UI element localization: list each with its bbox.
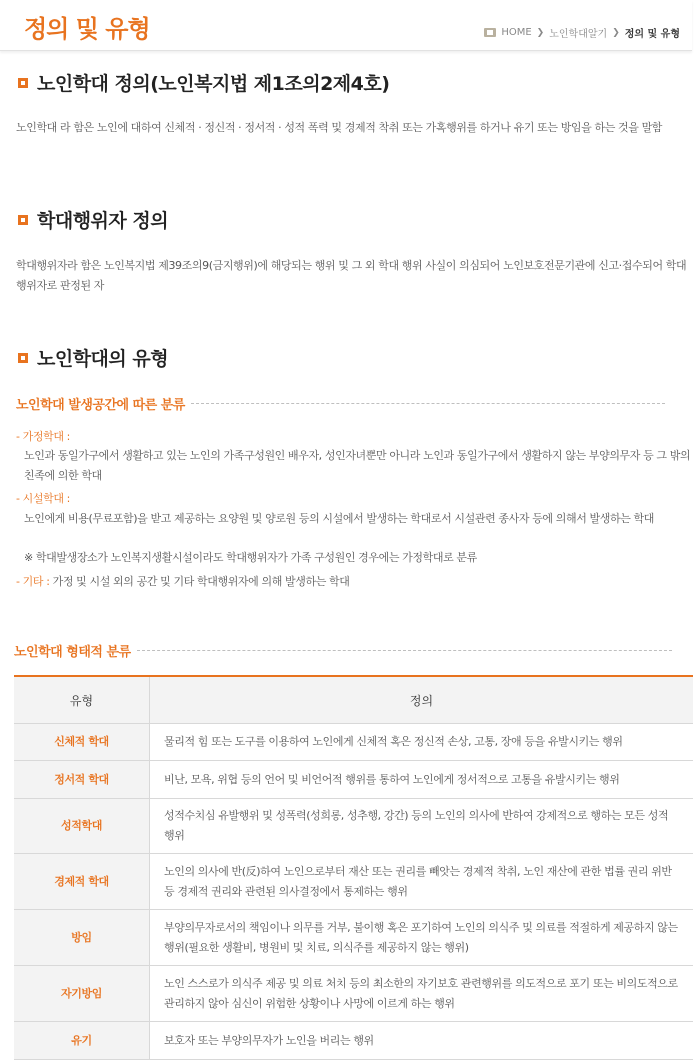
section-heading-text: 노인학대 정의(노인복지법 제1조의2제4호) (37, 73, 390, 95)
abuse-type-table (14, 675, 693, 1060)
abuse-definition-cell: 물리적 힘 또는 도구를 이용하여 노인에게 신체적 혹은 정신적 손상, 고통, 장애 등을 유발시키는 행위 (150, 724, 694, 761)
chevron-right-icon: ❯ (536, 27, 545, 38)
subheading-text: 노인학대 발생공간에 따른 분류 (16, 398, 185, 413)
section-heading-text: 학대행위자 정의 (37, 210, 169, 232)
abuse-type-cell: 성적학대 (14, 799, 150, 854)
table-row (14, 1022, 693, 1060)
page-title: 정의 및 유형 (24, 15, 150, 43)
abuse-type-cell: 신체적 학대 (14, 724, 150, 761)
page-header (0, 0, 692, 51)
home-abuse-label-text: - 가정학대 : (16, 430, 70, 443)
home-icon (484, 28, 496, 37)
breadcrumb (484, 25, 680, 40)
table-header-row (14, 676, 693, 724)
home-abuse-text: 노인과 동일가구에서 생활하고 있는 노인의 가족구성원인 배우자, 성인자녀뿐만 아니라 노인과 동일가구에서 생활하지 않는 부양의무자 등 그 밖의 친족에 의한 학대 (24, 449, 691, 482)
table-row (14, 761, 693, 799)
table-row (14, 966, 693, 1022)
table-row (14, 910, 693, 966)
facility-abuse-text: 노인에게 비용(무료포함)을 받고 제공하는 요양원 및 양로원 등의 시설에서 발생하는 학대로서 시설관련 종사자 등에 의해서 발생하는 학대 (24, 512, 654, 525)
square-bullet-icon (18, 353, 28, 363)
home-abuse-label (16, 427, 692, 447)
abuse-definition-cell: 보호자 또는 부양의무자가 노인을 버리는 행위 (150, 1022, 694, 1060)
perpetrator-text: 학대행위자라 함은 노인복지법 제39조의9(금지행위)에 해당되는 행위 및 그 외 학대 행위 사실이 의심되어 노인보호전문기관에 신고·접수되어 학대행위자로 판정된 자 (16, 259, 687, 292)
other-abuse-label: - 기타 : (16, 575, 50, 588)
abuse-definition-cell: 노인 스스로가 의식주 제공 및 의료 처치 등의 최소한의 자기보호 관련행위를 의도적으로 포기 또는 비의도적으로 관리하지 않아 심신이 위험한 상황이나 사망에 이르게 하는 행위 (150, 966, 694, 1022)
column-header-definition: 정의 (150, 676, 694, 724)
square-bullet-icon (18, 215, 28, 225)
abuse-type-cell: 방임 (14, 910, 150, 966)
abuse-type-cell: 자기방임 (14, 966, 150, 1022)
abuse-type-cell: 유기 (14, 1022, 150, 1060)
section-heading-text: 노인학대의 유형 (37, 348, 169, 370)
facility-abuse-note: ※ 학대발생장소가 노인복지생활시설이라도 학대행위자가 가족 구성원인 경우에는 가정학대로 분류 (24, 551, 477, 564)
abuse-type-cell: 정서적 학대 (14, 761, 150, 799)
section-heading-definition (16, 69, 389, 96)
dashed-divider (191, 403, 665, 404)
table-row (14, 799, 693, 854)
breadcrumb-level1[interactable]: 노인학대알기 (549, 29, 608, 40)
breadcrumb-home[interactable]: HOME (501, 27, 532, 38)
facility-abuse-label-text: - 시설학대 : (16, 492, 70, 505)
table-row (14, 854, 693, 910)
table-row (14, 724, 693, 761)
dashed-divider (137, 650, 672, 651)
square-bullet-icon (18, 78, 28, 88)
breadcrumb-current: 정의 및 유형 (624, 29, 680, 40)
facility-abuse-label (16, 489, 692, 509)
abuse-definition-cell: 부양의무자로서의 책임이나 의무를 거부, 불이행 혹은 포기하여 노인의 의식주 및 의료를 적절하게 제공하지 않는 행위(필요한 생활비, 병원비 및 치료, 의식주를 제공하지 않는 행위) (150, 910, 694, 966)
chevron-right-icon: ❯ (612, 27, 620, 38)
other-abuse-item (16, 572, 692, 592)
subheading-text: 노인학대 형태적 분류 (14, 645, 131, 660)
subheading-by-form (14, 641, 672, 660)
abuse-definition-cell: 성적수치심 유발행위 및 성폭력(성희롱, 성추행, 강간) 등의 노인의 의사에 반하여 강제적으로 행하는 모든 성적 행위 (150, 799, 694, 854)
definition-text: 노인학대 라 함은 노인에 대하여 신체적 · 정신적 · 정서적 · 성적 폭력 및 경제적 착취 또는 가혹행위를 하거나 유기 또는 방임을 하는 것을 말함 (16, 121, 663, 134)
other-abuse-text: 가정 및 시설 외의 공간 및 기타 학대행위자에 의해 발생하는 학대 (49, 575, 350, 588)
abuse-definition-cell: 비난, 모욕, 위협 등의 언어 및 비언어적 행위를 통하여 노인에게 정서적으로 고통을 유발시키는 행위 (150, 761, 694, 799)
abuse-definition-cell: 노인의 의사에 반(反)하여 노인으로부터 재산 또는 권리를 빼앗는 경제적 착취, 노인 재산에 관한 법률 권리 위반 등 경제적 권리와 관련된 의사결정에서 통제하는 행위 (150, 854, 694, 910)
section-heading-types (16, 344, 168, 371)
section-heading-perpetrator (16, 206, 168, 233)
column-header-type: 유형 (14, 676, 150, 724)
abuse-type-cell: 경제적 학대 (14, 854, 150, 910)
subheading-by-space (16, 394, 665, 413)
